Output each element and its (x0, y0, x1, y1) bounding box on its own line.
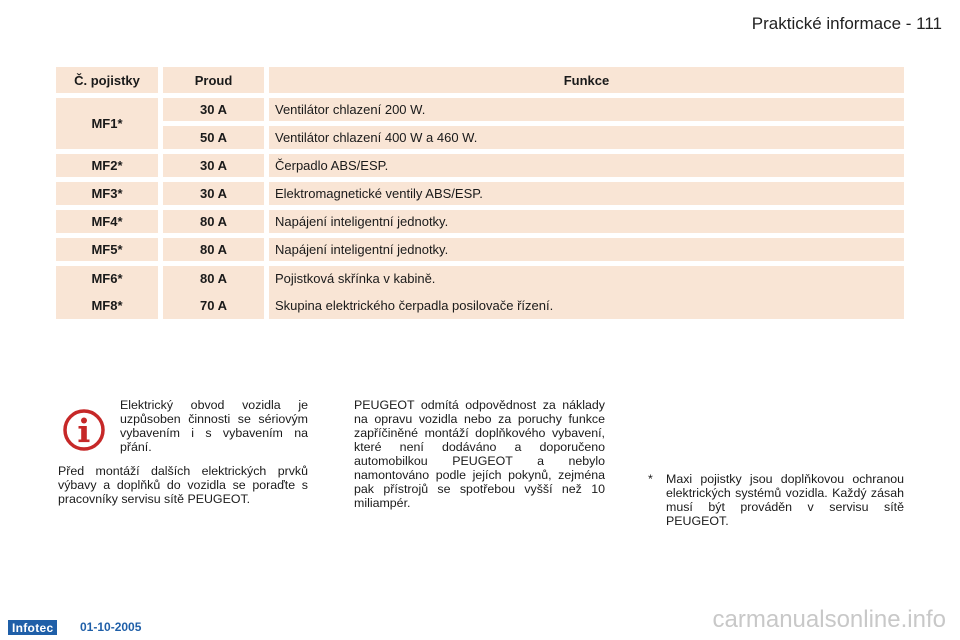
header-function: Funkce (269, 67, 904, 93)
fuse-function: Čerpadlo ABS/ESP. (269, 154, 904, 177)
fuse-function: Napájení inteligentní jednotky. (269, 210, 904, 233)
peugeot-liability-note: PEUGEOT odmítá odpovědnost za náklady na opravu vozidla nebo za poruchy funkce zapříčiněné montáží doplňkového vybavení, které není dodáváno a doporučeno automobilkou PEUGEOT a nebylo namontováno podle jejích pokynů, zejména pak přístrojů se spotřebou vyšší než 10 miliampér. (354, 398, 605, 510)
table-header-row (56, 67, 904, 93)
fuse-number: MF4* (56, 210, 158, 233)
fuse-current-cell (163, 266, 264, 319)
fuse-current: 30 A (163, 182, 264, 205)
info-icon (62, 408, 106, 452)
fuse-number: MF6* (91, 271, 123, 287)
table-row (56, 210, 904, 233)
fuse-number: MF1* (56, 98, 158, 149)
table-subrow (163, 98, 904, 121)
fuse-number: MF5* (56, 238, 158, 261)
info-text-installation: Před montáží dalších elektrických prvků výbavy a doplňků do vozidla se poraďte s pracovníky servisu sítě PEUGEOT. (58, 464, 308, 506)
footnote-marker: * (648, 472, 653, 486)
fuse-current: 30 A (163, 98, 264, 121)
table-row (56, 238, 904, 261)
table-row (56, 154, 904, 177)
table-row (56, 182, 904, 205)
footnote-text: Maxi pojistky jsou doplňkovou ochranou elektrických systémů vozidla. Každý zásah musí být prováděn v servisu sítě PEUGEOT. (666, 472, 904, 528)
fuse-function: Elektromagnetické ventily ABS/ESP. (269, 182, 904, 205)
table-subrow (163, 126, 904, 149)
fuse-function: Napájení inteligentní jednotky. (269, 238, 904, 261)
footer-date: 01-10-2005 (80, 620, 142, 634)
fuse-current: 80 A (163, 238, 264, 261)
fuse-function: Ventilátor chlazení 200 W. (269, 98, 904, 121)
page-title: Praktické informace - 111 (751, 14, 942, 33)
fuse-current: 80 A (163, 210, 264, 233)
table-row-mf6-mf8 (56, 266, 904, 319)
fuse-current: 30 A (163, 154, 264, 177)
maxi-fuse-footnote (648, 472, 904, 528)
fuse-current: 70 A (200, 297, 227, 313)
header-current: Proud (163, 67, 264, 93)
info-note (58, 398, 308, 506)
fuse-function: Ventilátor chlazení 400 W a 460 W. (269, 126, 904, 149)
fuse-table (56, 67, 904, 324)
fuse-current: 50 A (163, 126, 264, 149)
fuse-function-cell (269, 266, 904, 319)
fuse-number-cell (56, 266, 158, 319)
table-row-mf1 (56, 98, 904, 149)
fuse-number: MF2* (56, 154, 158, 177)
mf1-subrows (163, 98, 904, 149)
fuse-number: MF8* (91, 297, 123, 313)
fuse-function: Pojistková skřínka v kabině. (275, 271, 436, 287)
watermark: carmanualsonline.info (712, 606, 946, 633)
info-text-wiring: Elektrický obvod vozidla je uzpůsoben činnosti se sériovým vybavením i s vybavením na přání. (120, 398, 308, 454)
fuse-number: MF3* (56, 182, 158, 205)
infotec-logo: Infotec (8, 620, 57, 635)
header-fuse-number: Č. pojistky (56, 67, 158, 93)
fuse-function: Skupina elektrického čerpadla posilovače řízení. (275, 297, 554, 313)
fuse-current: 80 A (200, 271, 227, 287)
